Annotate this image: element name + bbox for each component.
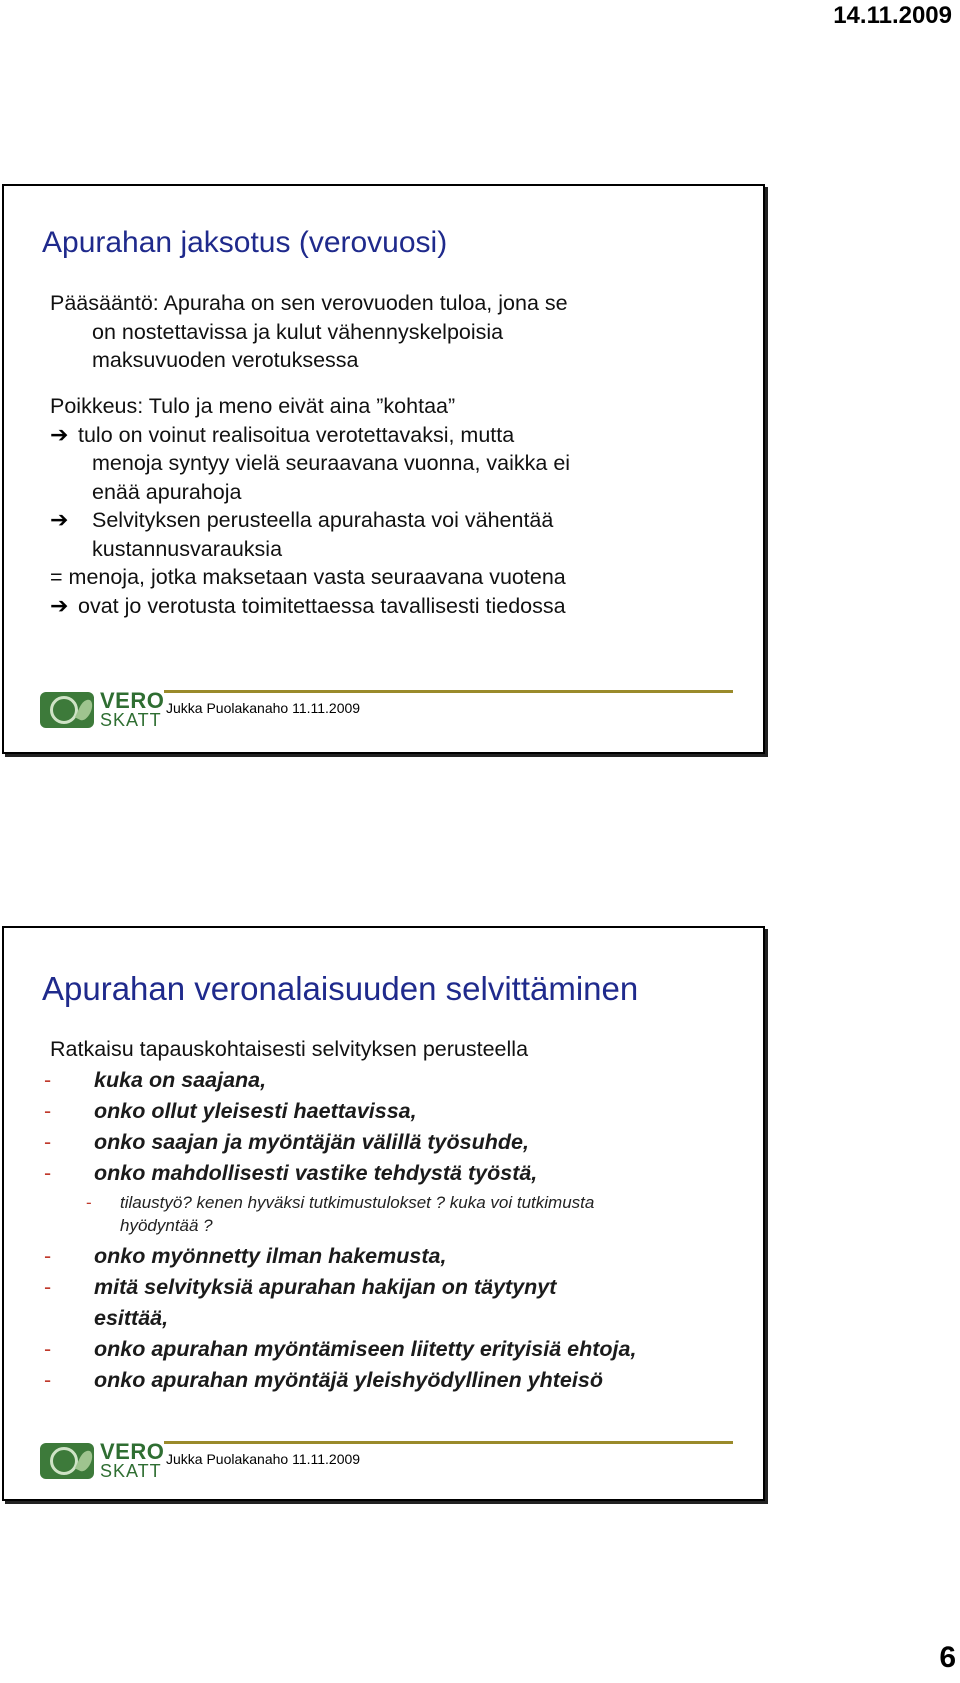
list-item (44, 1065, 743, 1096)
exception-line: Poikkeus: Tulo ja meno eivät aina ”kohtaa” (50, 394, 456, 418)
arrow-item (50, 592, 743, 621)
equals-line: = menoja, jotka maksetaan vasta seuraavana vuotena (50, 565, 566, 589)
dash-bullet: - (86, 1193, 92, 1212)
rule-line: Pääsääntö: Apuraha on sen verovuoden tuloa, jona se (50, 291, 568, 315)
slide-footer (40, 1435, 733, 1481)
arrow-item-line: tulo on voinut realisoitua verotettavaksi, mutta (78, 422, 515, 447)
dash-bullet: - (44, 1099, 52, 1123)
list-item-text: onko myönnetty ilman hakemusta, (94, 1244, 447, 1268)
sub-item-line: hyödyntää ? (120, 1216, 213, 1235)
logo-vero: VERO (100, 1439, 165, 1464)
logo-skatt: SKATT (100, 1461, 162, 1481)
sub-item-line: tilaustyö? kenen hyväksi tutkimustulokset ? kuka voi tutkimusta (120, 1193, 595, 1212)
exception-paragraph (50, 392, 743, 620)
arrow-icon: ➔ (50, 507, 69, 532)
list-item-text: onko apurahan myöntäjä yleishyödyllinen yhteisö (94, 1368, 603, 1392)
arrow-icon: ➔ (50, 592, 69, 618)
slide-title: Apurahan jaksotus (verovuosi) (42, 226, 448, 259)
sub-list-item (44, 1191, 743, 1237)
arrow-item-line: Selvityksen perusteella apurahasta voi vähentää (92, 508, 554, 532)
list-item-text: kuka on saajana, (94, 1068, 267, 1092)
page-date: 14.11.2009 (833, 2, 952, 29)
arrow-item-line: enää apurahoja (92, 479, 242, 504)
slide-footer (40, 684, 733, 730)
rule-paragraph (50, 289, 743, 375)
footer-author: Jukka Puolakanaho 11.11.2009 (166, 700, 361, 716)
list-item (44, 1334, 743, 1365)
vero-emblem-icon (40, 692, 94, 728)
footer-author: Jukka Puolakanaho 11.11.2009 (166, 1451, 361, 1467)
vero-emblem-icon (40, 1443, 94, 1479)
criteria-list (44, 1034, 743, 1396)
logo-skatt: SKATT (100, 710, 162, 730)
slide-jaksotus (2, 184, 765, 754)
list-item (44, 1127, 743, 1158)
list-item-text: onko mahdollisesti vastike tehdystä työstä, (94, 1161, 538, 1185)
arrow-item-line: kustannusvarauksia (92, 536, 283, 561)
list-item (44, 1158, 743, 1189)
dash-bullet: - (44, 1068, 52, 1092)
arrow-item (50, 421, 743, 507)
arrow-item (50, 506, 743, 563)
list-item (44, 1272, 743, 1334)
dash-bullet: - (44, 1244, 52, 1268)
list-item-text: onko apurahan myöntämiseen liitetty erityisiä ehtoja, (94, 1337, 637, 1361)
dash-bullet: - (44, 1130, 52, 1154)
page-number: 6 (939, 1641, 956, 1674)
arrow-item-line: ovat jo verotusta toimitettaessa tavallisesti tiedossa (78, 593, 566, 618)
list-item-text: mitä selvityksiä apurahan hakijan on täytynyt esittää, (94, 1275, 557, 1330)
dash-bullet: - (44, 1368, 52, 1392)
rule-line: maksuvuoden verotuksessa (92, 348, 359, 372)
slide-selvittaminen (2, 926, 765, 1501)
list-item-text: onko ollut yleisesti haettavissa, (94, 1099, 417, 1123)
list-item-text: onko saajan ja myöntäjän välillä työsuhde, (94, 1130, 529, 1154)
footer-divider (164, 1441, 733, 1444)
arrow-item-line: menoja syntyy vielä seuraavana vuonna, vaikka ei (92, 451, 571, 475)
list-lead: Ratkaisu tapauskohtaisesti selvityksen perusteella (50, 1037, 529, 1061)
rule-line: on nostettavissa ja kulut vähennyskelpoisia (92, 319, 504, 344)
list-item (44, 1241, 743, 1272)
dash-bullet: - (44, 1275, 52, 1299)
logo-vero: VERO (100, 688, 165, 713)
slide-title: Apurahan veronalaisuuden selvittäminen (42, 970, 639, 1007)
arrow-icon: ➔ (50, 421, 69, 447)
list-item (44, 1365, 743, 1396)
dash-bullet: - (44, 1337, 52, 1361)
dash-bullet: - (44, 1161, 52, 1185)
footer-divider (164, 690, 733, 693)
list-item (44, 1096, 743, 1127)
